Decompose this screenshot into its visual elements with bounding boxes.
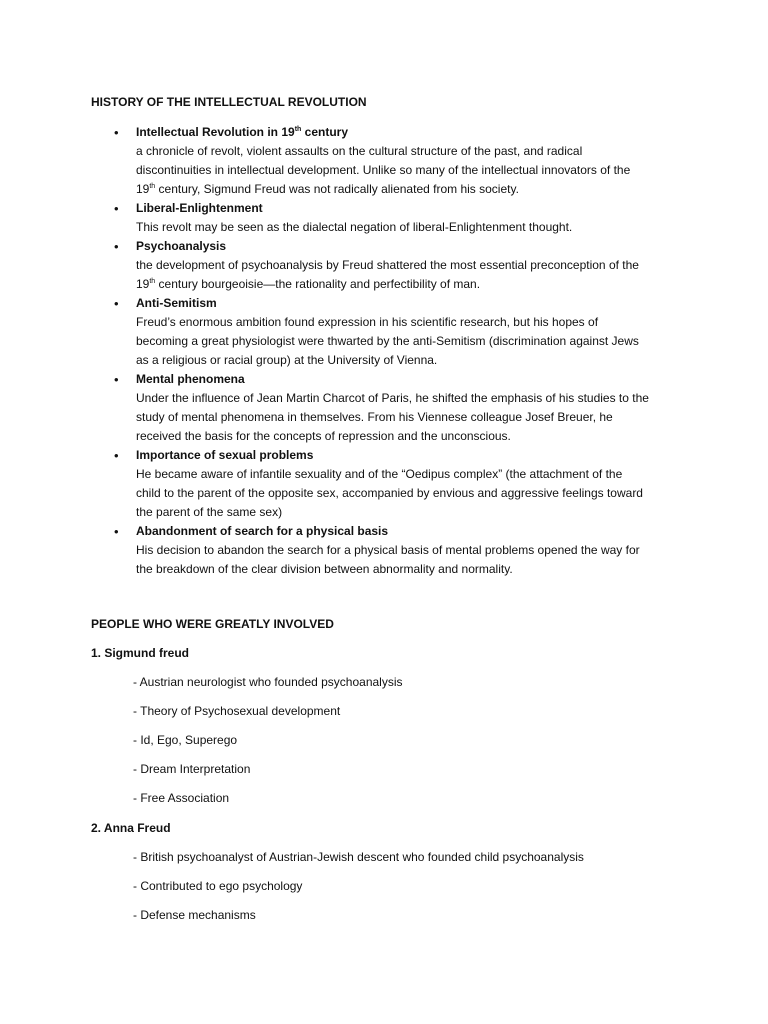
bullet-title: Liberal-Enlightenment xyxy=(136,201,263,215)
bullet-title: Psychoanalysis xyxy=(136,239,227,253)
bullet-abandonment xyxy=(0,522,768,579)
section-heading-history: HISTORY OF THE INTELLECTUAL REVOLUTION xyxy=(91,95,367,109)
bullet-marker: • xyxy=(114,239,119,254)
person-detail-item: - Id, Ego, Superego xyxy=(133,733,238,747)
bullet-intellectual-revolution xyxy=(0,123,768,199)
bullet-marker: • xyxy=(114,296,119,311)
person-detail-item: - Theory of Psychosexual development xyxy=(133,704,341,718)
bullet-marker: • xyxy=(114,372,119,387)
bullet-mental-phenomena xyxy=(0,370,768,446)
person-name-anna-freud: 2. Anna Freud xyxy=(91,821,171,835)
bullet-title: Importance of sexual problems xyxy=(136,448,314,462)
bullet-marker: • xyxy=(114,125,119,140)
bullet-psychoanalysis xyxy=(0,237,768,294)
bullet-title: Intellectual Revolution in 19th century xyxy=(136,125,348,139)
bullet-text: His decision to abandon the search for a physical basis of mental problems opened the way for the breakdown of the clear division between abnormality and normality. xyxy=(136,543,640,576)
person-name-sigmund-freud: 1. Sigmund freud xyxy=(91,646,190,660)
revolution-bullet-list xyxy=(0,123,768,579)
bullet-liberal-enlightenment xyxy=(0,199,768,237)
bullet-sexual-problems xyxy=(0,446,768,522)
person-detail-item: - Dream Interpretation xyxy=(133,762,251,776)
person-detail-item: - Austrian neurologist who founded psychoanalysis xyxy=(133,675,403,689)
bullet-anti-semitism xyxy=(0,294,768,370)
person-detail-item: - Free Association xyxy=(133,791,230,805)
bullet-text: He became aware of infantile sexuality and of the “Oedipus complex” (the attachment of the child to the parent of the opposite sex, accompanied by envious and aggressive feelings toward the parent of the same sex) xyxy=(136,467,643,519)
bullet-title: Mental phenomena xyxy=(136,372,245,386)
bullet-marker: • xyxy=(114,524,119,539)
bullet-text: This revolt may be seen as the dialectal negation of liberal-Enlightenment thought. xyxy=(136,220,573,234)
person-detail-item: - British psychoanalyst of Austrian-Jewish descent who founded child psychoanalysis xyxy=(133,850,584,864)
bullet-text: a chronicle of revolt, violent assaults on the cultural structure of the past, and radical discontinuities in intellectual development. Unlike so many of the intellectual innovators of the 19th century, Sigmund Freud was not radically alienated from his society. xyxy=(136,144,631,196)
bullet-text: the development of psychoanalysis by Freud shattered the most essential preconception of the 19th century bourgeoisie—the rationality and perfectibility of man. xyxy=(136,258,639,291)
bullet-title: Abandonment of search for a physical basis xyxy=(136,524,389,538)
bullet-text: Freud’s enormous ambition found expression in his scientific research, but his hopes of becoming a great physiologist were thwarted by the anti-Semitism (discrimination against Jews as a religious or racial group) at the University of Vienna. xyxy=(136,315,639,367)
person-detail-item: - Contributed to ego psychology xyxy=(133,879,303,893)
bullet-title: Anti-Semitism xyxy=(136,296,217,310)
bullet-marker: • xyxy=(114,448,119,463)
bullet-marker: • xyxy=(114,201,119,216)
person-detail-item: - Defense mechanisms xyxy=(133,908,256,922)
bullet-text: Under the influence of Jean Martin Charcot of Paris, he shifted the emphasis of his studies to the study of mental phenomena in themselves. From his Viennese colleague Josef Breuer, he received the basis for the concepts of repression and the unconscious. xyxy=(136,391,649,443)
section-heading-people: PEOPLE WHO WERE GREATLY INVOLVED xyxy=(91,617,334,631)
